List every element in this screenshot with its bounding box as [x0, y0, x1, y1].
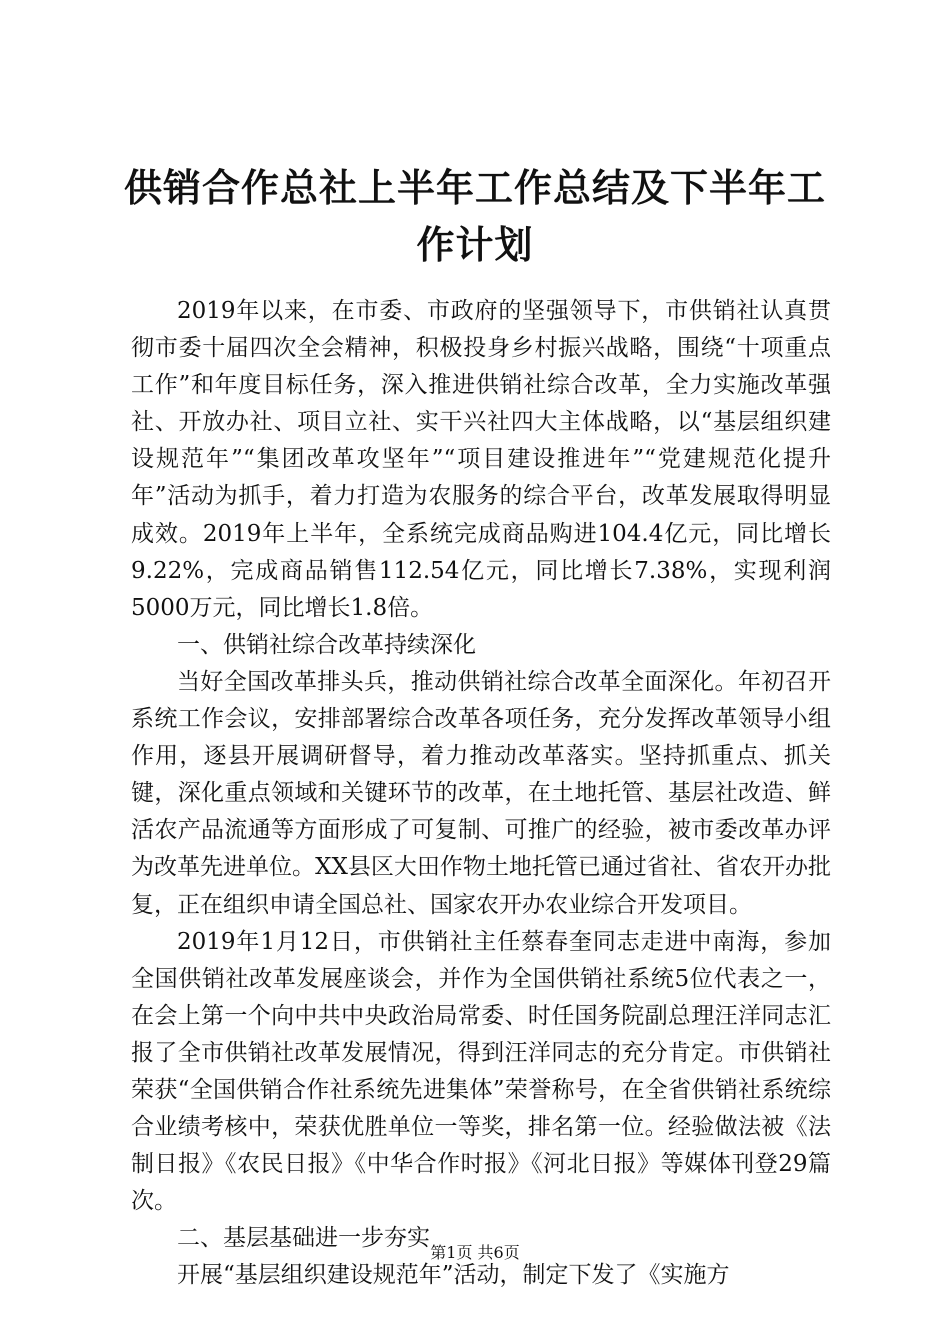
document-body [131, 293, 831, 1295]
paragraph-grassroots: 开展“基层组织建设规范年”活动，制定下发了《实施方 [177, 1262, 730, 1289]
paragraph-intro: 2019年以来，在市委、市政府的坚强领导下，市供销社认真贯彻市委十届四次全会精神，积极投身乡村振兴战略，围绕“十项重点工作”和年度目标任务，深入推进供销社综合改革，全力实施改革强社、开放办社、项目立社、实干兴社四大主体战略，以“基层组织建设规范年”“集团改革攻坚年”“项目建设推进年”“党建规范化提升年”活动为抓手，着力打造为农服务的综合平台，改革发展取得明显成效。2019年上半年，全系统完成商品购进104.4亿元，同比增长9.22%，完成商品销售112.54亿元，同比增长7.38%，实现利润5000万元，同比增长1.8倍。 [131, 298, 831, 621]
paragraph-reform: 当好全国改革排头兵，推动供销社综合改革全面深化。年初召开系统工作会议，安排部署综合改革各项任务，充分发挥改革领导小组作用，逐县开展调研督导，着力推动改革落实。坚持抓重点、抓关键，深化重点领域和关键环节的改革，在土地托管、基层社改造、鲜活农产品流通等方面形成了可复制、可推广的经验，被市委改革办评为改革先进单位。XX县区大田作物土地托管已通过省社、省农开办批复，正在组织申请全国总社、国家农开办农业综合开发项目。 [131, 668, 831, 918]
section-heading-1: 一、供销社综合改革持续深化 [177, 631, 476, 658]
document-title: 供销合作总社上半年工作总结及下半年工作计划 [123, 166, 826, 267]
section-heading-2: 二、基层基础进一步夯实 [177, 1225, 430, 1252]
paragraph-zhongnanhai: 2019年1月12日，市供销社主任蔡春奎同志走进中南海，参加全国供销社改革发展座谈会，并作为全国供销社系统5位代表之一，在会上第一个向中共中央政治局常委、时任国务院副总理汪洋同志汇报了全市供销社改革发展情况，得到汪洋同志的充分肯定。市供销社荣获“全国供销合作社系统先进集体”荣誉称号，在全省供销社系统综合业绩考核中，荣获优胜单位一等奖，排名第一位。经验做法被《法制日报》《农民日报》《中华合作时报》《河北日报》等媒体刊登29篇次。 [131, 928, 831, 1215]
page-footer: 第1页 共6页 [430, 1243, 520, 1262]
